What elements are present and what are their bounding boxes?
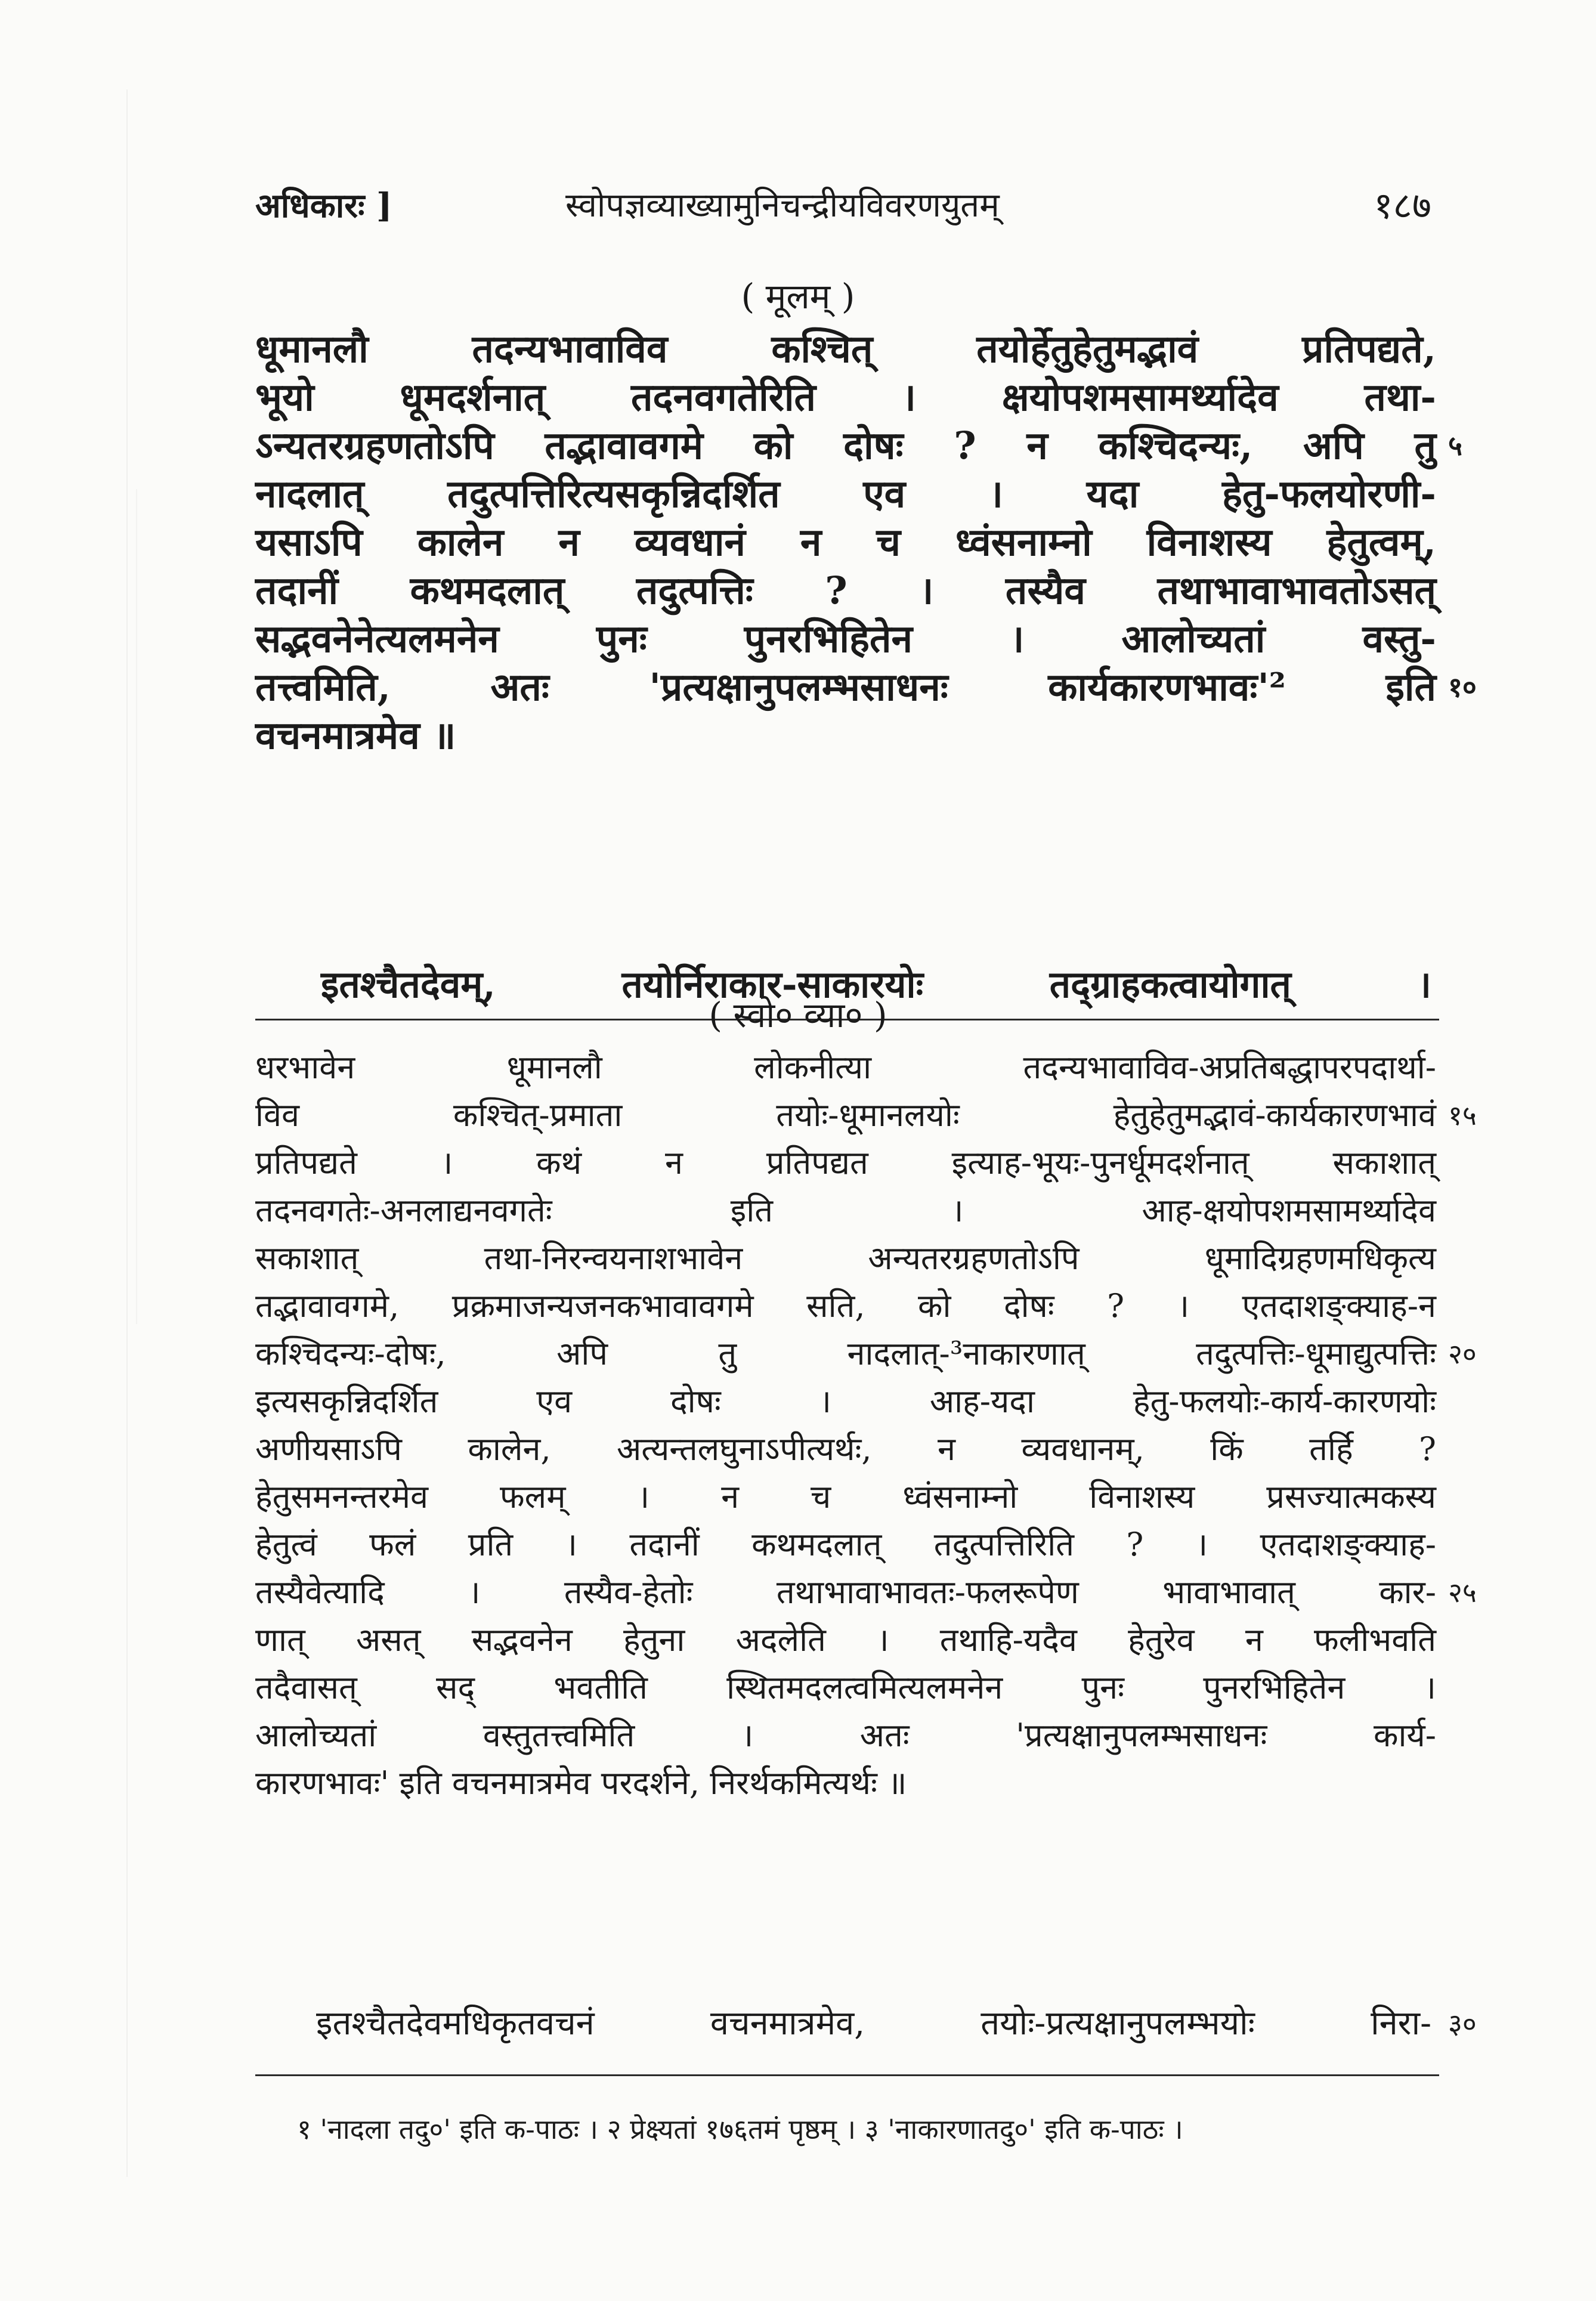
text-line: यसाऽपि कालेन न व्यवधानं न च ध्वंसनाम्नो विनाशस्य हेतुत्वम्, xyxy=(255,520,1436,565)
header-title: स्वोपज्ञव्याख्यामुनिचन्द्रीयविवरणयुतम् xyxy=(565,186,1000,225)
text-line: प्रतिपद्यते । कथं न प्रतिपद्यत इत्याह-भूयः-पुनर्धूमदर्शनात् सकाशात् xyxy=(255,1144,1436,1182)
header-chapter: अधिकारः ] xyxy=(255,186,392,225)
mulam-heading: ( मूलम् ) xyxy=(741,276,855,317)
line-number: १० xyxy=(1448,671,1477,703)
text-line: अणीयसाऽपि कालेन, अत्यन्तलघुनाऽपीत्यर्थः, न व्यवधानम्, किं तर्हि ? xyxy=(255,1430,1436,1468)
text-line: कारणभावः' इति वचनमात्रमेव परदर्शने, निरर्थकमित्यर्थः ॥ xyxy=(255,1764,907,1802)
text-line: तदनवगतेः-अनलाद्यनवगतेः इति । आह-क्षयोपशमसामर्थ्यादेव xyxy=(255,1192,1436,1229)
text-line: वचनमात्रमेव ॥ xyxy=(255,713,456,758)
text-line: हेतुसमनन्तरमेव फलम् । न च ध्वंसनाम्नो विनाशस्य प्रसज्यात्मकस्य xyxy=(255,1478,1436,1516)
line-number: २५ xyxy=(1448,1576,1477,1609)
text-line: तत्त्वमिति, अतः 'प्रत्यक्षानुपलम्भसाधनः कार्यकारणभावः'² इति १० xyxy=(255,663,1436,712)
text-line: ऽन्यतरग्रहणतोऽपि तद्भावावगमे को दोषः ? न कश्चिदन्यः, अपि तु ५ xyxy=(255,422,1436,470)
scan-edge-mark xyxy=(136,489,137,1324)
vyakhya-closing-line: इतश्चैतदेवमधिकृतवचनं वचनमात्रमेव, तयोः-प्रत्यक्षानुपलम्भयोः निरा- xyxy=(316,2004,1431,2043)
scan-edge-mark xyxy=(126,89,128,2177)
text-line: तस्यैवेत्यादि । तस्यैव-हेतोः तथाभावाभावतः-फलरूपेण भावाभावात् कार- २५ xyxy=(255,1569,1436,1616)
line-number: ३० xyxy=(1448,2008,1477,2040)
text-line: हेतुत्वं फलं प्रति । तदानीं कथमदलात् तदुत्पत्तिरिति ? । एतदाशङ्क्याह- xyxy=(255,1526,1436,1563)
text-line: धूमानलौ तदन्यभावाविव कश्चित् तयोर्हेतुहेतुमद्भावं प्रतिपद्यते, xyxy=(255,327,1436,372)
line-number: १५ xyxy=(1448,1099,1477,1131)
mulam-text xyxy=(255,325,1477,760)
text-line: सद्भवनेनेत्यलमनेन पुनः पुनरभिहितेन । आलोच्यतां वस्तु- xyxy=(255,617,1436,661)
text-line: कश्चिदन्यः-दोषः, अपि तु नादलात्-³नाकारणात् तदुत्पत्तिः-धूमाद्युत्पत्तिः २० xyxy=(255,1330,1436,1378)
text-line: इत्यसकृन्निदर्शित एव दोषः । आह-यदा हेतु-फलयोः-कार्य-कारणयोः xyxy=(255,1383,1436,1420)
line-number: २० xyxy=(1448,1338,1477,1370)
mulam-closing-line: इतश्चैतदेवम्, तयोर्निराकार-साकारयोः तद्ग्राहकत्वायोगात् । xyxy=(321,963,1431,1006)
running-header xyxy=(255,179,1431,233)
footnotes: १ 'नादला तदु०' इति क-पाठः । २ प्रेक्ष्यतां १७६तमं पृष्ठम् । ३ 'नाकारणातदु०' इति क-पाठः । xyxy=(297,2113,1183,2145)
text-line: णात् असत् सद्भवनेन हेतुना अदलेति । तथाहि-यदैव हेतुरेव न फलीभवति xyxy=(255,1621,1436,1659)
vyakhya-text xyxy=(255,1044,1477,1807)
page-number: १८७ xyxy=(1374,184,1431,227)
text-line: तद्भावावगमे, प्रक्रमाजन्यजनकभावावगमे सति, को दोषः ? । एतदाशङ्क्याह-न xyxy=(255,1287,1436,1325)
text-line: तदानीं कथमदलात् तदुत्पत्तिः ? । तस्यैव तथाभावाभावतोऽसत् xyxy=(255,568,1436,613)
text-line: आलोच्यतां वस्तुतत्त्वमिति । अतः 'प्रत्यक्षानुपलम्भसाधनः कार्य- xyxy=(255,1717,1436,1754)
text-line: धरभावेन धूमानलौ लोकनीत्या तदन्यभावाविव-अप्रतिबद्धापरपदार्था- xyxy=(255,1049,1436,1086)
text-line: विव कश्चित्-प्रमाता तयोः-धूमानलयोः हेतुहेतुमद्भावं-कार्यकारणभावं १५ xyxy=(255,1091,1436,1139)
text-line: भूयो धूमदर्शनात् तदनवगतेरिति । क्षयोपशमसामर्थ्यादेव तथा- xyxy=(255,375,1436,420)
text-line: सकाशात् तथा-निरन्वयनाशभावेन अन्यतरग्रहणतोऽपि धूमादिग्रहणमधिकृत्य xyxy=(255,1239,1436,1277)
vyakhya-heading-label: ( स्वो० व्या० ) xyxy=(709,995,887,1035)
text-line: नादलात् तदुत्पत्तिरित्यसकृन्निदर्शित एव । यदा हेतु-फलयोरणी- xyxy=(255,472,1436,517)
footnote-divider xyxy=(255,2074,1439,2076)
line-number: ५ xyxy=(1448,429,1462,462)
text-line: तदैवासत् सद् भवतीति स्थितमदलत्वमित्यलमनेन पुनः पुनरभिहितेन । xyxy=(255,1669,1436,1706)
